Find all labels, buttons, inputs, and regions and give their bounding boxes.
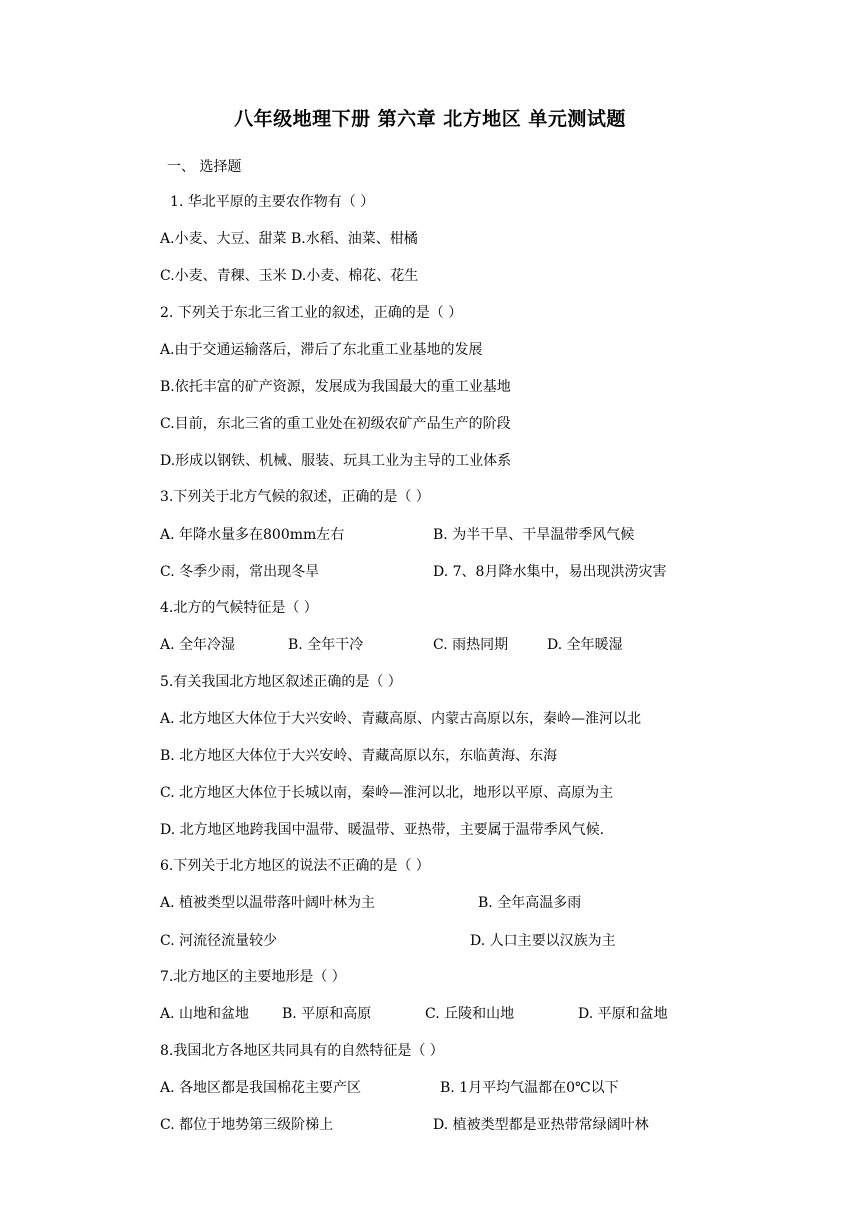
question-stem: 2. 下列关于东北三省工业的叙述，正确的是（ ） bbox=[160, 305, 463, 321]
option-row: C.小麦、青稞、玉米 D.小麦、棉花、花生 bbox=[160, 268, 419, 284]
option-d: D. 全年暖湿 bbox=[547, 637, 623, 653]
question-stem: 4.北方的气候特征是（ ） bbox=[160, 600, 318, 616]
option-b: B. 平原和高原 bbox=[282, 1006, 372, 1022]
question-stem: 8.我国北方各地区共同具有的自然特征是（ ） bbox=[160, 1043, 444, 1059]
option-row: D. 北方地区地跨我国中温带、暖温带、亚热带，主要属于温带季风气候. bbox=[160, 822, 605, 838]
section-heading: 一、 选择题 bbox=[167, 159, 242, 175]
option-row: A.小麦、大豆、甜菜 B.水稻、油菜、柑橘 bbox=[160, 231, 418, 247]
option-d: D. 人口主要以汉族为主 bbox=[470, 933, 616, 949]
question-stem: 3.下列关于北方气候的叙述，正确的是（ ） bbox=[160, 489, 430, 505]
option-b: B. 全年干冷 bbox=[288, 637, 364, 653]
option-c: C. 雨热同期 bbox=[433, 637, 509, 653]
option-a: A. 年降水量多在800mm左右 bbox=[160, 527, 345, 543]
option-row: C. 北方地区大体位于长城以南，秦岭—淮河以北，地形以平原、高原为主 bbox=[160, 785, 614, 801]
option-d: D. 平原和盆地 bbox=[578, 1006, 668, 1022]
option-row: B.依托丰富的矿产资源，发展成为我国最大的重工业基地 bbox=[160, 379, 511, 395]
option-a: A. 各地区都是我国棉花主要产区 bbox=[160, 1080, 362, 1096]
option-row: D.形成以钢铁、机械、服装、玩具工业为主导的工业体系 bbox=[160, 453, 512, 469]
question-stem: 6.下列关于北方地区的说法不正确的是（ ） bbox=[160, 858, 430, 874]
document-title: 八年级地理下册 第六章 北方地区 单元测试题 bbox=[234, 108, 626, 130]
option-c: C. 都位于地势第三级阶梯上 bbox=[160, 1117, 334, 1133]
option-row: B. 北方地区大体位于大兴安岭、青藏高原以东，东临黄海、东海 bbox=[160, 748, 558, 764]
option-a: A. 植被类型以温带落叶阔叶林为主 bbox=[160, 895, 376, 911]
option-a: A. 山地和盆地 bbox=[160, 1006, 250, 1022]
option-row: C.目前，东北三省的重工业处在初级农矿产品生产的阶段 bbox=[160, 416, 511, 432]
option-c: C. 丘陵和山地 bbox=[425, 1006, 515, 1022]
option-row: A.由于交通运输落后，滞后了东北重工业基地的发展 bbox=[160, 342, 483, 358]
option-b: B. 全年高温多雨 bbox=[478, 895, 582, 911]
question-stem: 7.北方地区的主要地形是（ ） bbox=[160, 969, 346, 985]
option-d: D. 植被类型都是亚热带常绿阔叶林 bbox=[433, 1117, 649, 1133]
option-b: B. 1月平均气温都在0℃以下 bbox=[440, 1080, 619, 1096]
question-stem: 5.有关我国北方地区叙述正确的是（ ） bbox=[160, 674, 402, 690]
option-d: D. 7、8月降水集中，易出现洪涝灾害 bbox=[433, 564, 667, 580]
option-b: B. 为半干旱、干旱温带季风气候 bbox=[433, 527, 635, 543]
option-row: A. 北方地区大体位于大兴安岭、青藏高原、内蒙古高原以东，秦岭—淮河以北 bbox=[160, 711, 642, 727]
option-c: C. 冬季少雨，常出现冬旱 bbox=[160, 564, 320, 580]
option-a: A. 全年冷湿 bbox=[160, 637, 236, 653]
option-c: C. 河流径流量较少 bbox=[160, 933, 278, 949]
question-stem: 1. 华北平原的主要农作物有（ ） bbox=[170, 194, 375, 210]
